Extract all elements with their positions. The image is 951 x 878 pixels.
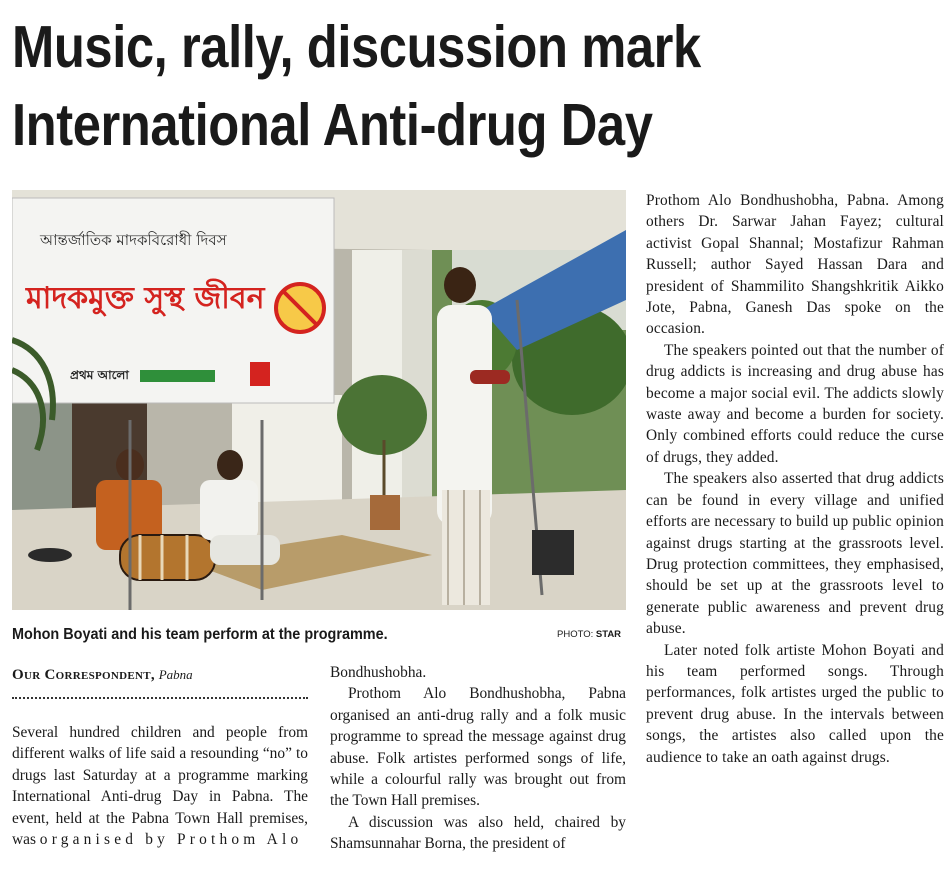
photo-credit xyxy=(557,629,621,640)
banner-title: মাদকমুক্ত সুস্থ জীবন xyxy=(26,281,265,316)
photo-credit-prefix: PHOTO: xyxy=(557,629,594,640)
news-photo xyxy=(12,190,626,610)
article-paragraph: The speakers pointed out that the number of drug addicts is increasing and drug abuse has become a major social evil. The addicts slowly waste away and become a burden for society. Only combined efforts could reduce the curse of drugs, they added. xyxy=(646,341,944,466)
byline-name: Our Correspondent, xyxy=(12,667,155,683)
paragraph-text-end: organised by Prothom Alo xyxy=(39,831,303,849)
headline-line-2: International Anti-drug Day xyxy=(12,92,653,158)
article-paragraph: Prothom Alo Bondhushobha, Pabna organised an anti-drug rally and a folk music programme to spread the message against drug abuse. Folk artistes performed songs of life, while a colourful rally was brought out from the Town Hall premises. xyxy=(330,685,626,810)
byline xyxy=(12,667,193,684)
banner-subtitle: আন্তর্জাতিক মাদকবিরোধী দিবস xyxy=(40,231,227,249)
article-paragraph: The speakers also asserted that drug addicts can be found in every village and unified efforts are necessary to build up public opinion against drugs starting at the grassroots level. Drug protection committees, they emphasised, should be set up at the grassroots level to generate public awareness and prevent drug abuse. xyxy=(646,470,944,638)
article-paragraph: A discussion was also held, chaired by Shamsunnahar Borna, the president of xyxy=(330,813,626,853)
article-column-2 xyxy=(330,662,626,855)
article-column-1 xyxy=(12,722,308,850)
headline-line-1: Music, rally, discussion mark xyxy=(12,14,701,80)
banner-logo: প্রথম আলো xyxy=(70,368,129,382)
article-paragraph: Prothom Alo Bondhushobha, Pabna. Among others Dr. Sarwar Jahan Fayez; cultural activist Gopal Shannal; Mostafizur Rahman Russell; author Sayed Hassan Dara and president of Shammilito Shangshkritik Aikko Jote, Pabna, Ganesh Das spoke on the occasion. xyxy=(646,192,944,338)
article-paragraph: Bondhushobha. xyxy=(330,664,427,681)
headline xyxy=(12,8,812,164)
photo-credit-source: STAR xyxy=(595,629,622,640)
byline-divider xyxy=(12,697,308,699)
paragraph-text: Several hundred children and people from different walks of life said a resounding “no” to drugs last Saturday at a programme marking International Anti-drug Day in Pabna. The event, held at the Pabna Town Hall premises, was xyxy=(12,724,308,849)
photo-caption: Mohon Boyati and his team perform at the programme. xyxy=(12,626,388,643)
article-paragraph xyxy=(12,722,308,850)
article-paragraph: Later noted folk artiste Mohon Boyati and his team performed songs. Through performances, folk artistes urged the public to prevent drug abuse. In the intervals between songs, the artistes also called upon the audience to take an oath against drugs. xyxy=(646,641,944,766)
article-column-3 xyxy=(646,190,944,768)
byline-place: Pabna xyxy=(158,667,193,682)
